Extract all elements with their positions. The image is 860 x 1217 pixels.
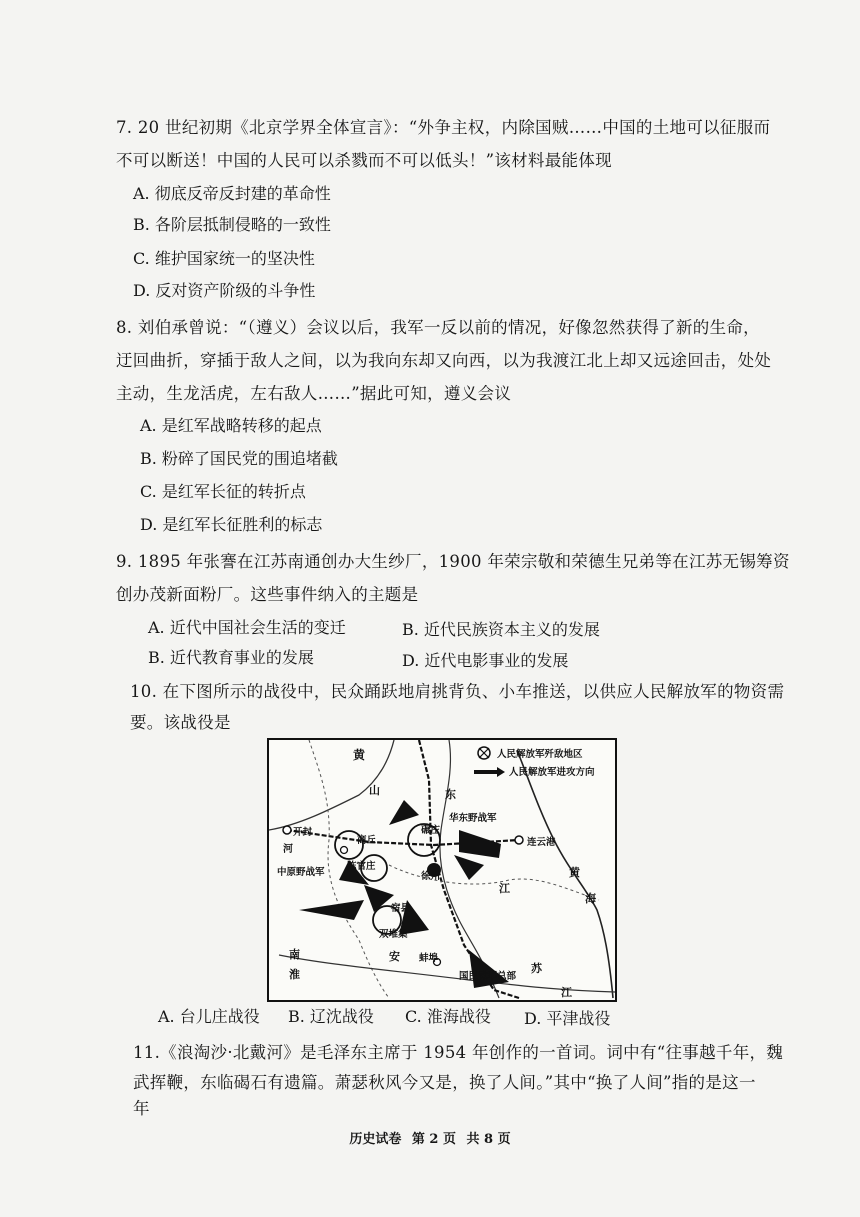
q11-stem-line-1: 11.《浪淘沙·北戴河》是毛泽东主席于 1954 年创作的一首词。词中有“往事越千年，魏 [133,1043,784,1062]
battle-map [267,738,617,1002]
q9-stem-line-1: 9. 1895 年张謇在江苏南通创办大生纱厂，1900 年荣宗敬和荣德生兄弟等在江苏无锡筹资 [116,552,790,571]
q10-option-a[interactable]: A. 台儿庄战役 [158,1007,260,1026]
map-label: 南 [289,948,300,961]
q7-stem-line-2: 不可以断送！中国的人民可以杀戮而不可以低头！”该材料最能体现 [116,151,612,170]
q7-option-b[interactable]: B. 各阶层抵制侵略的一致性 [133,215,331,234]
map-label: 苏 [531,962,542,975]
map-label: 双堆集 [379,929,408,940]
map-label: 淮 [289,968,300,981]
map-label: 商丘 [357,835,377,846]
q7-option-c[interactable]: C. 维护国家统一的坚决性 [133,249,315,268]
q9-option-b[interactable]: B. 近代民族资本主义的发展 [402,620,600,639]
q11-stem-line-2: 武挥鞭，东临碣石有遗篇。萧瑟秋风今又是，换了人间。”其中“换了人间”指的是这一 [133,1073,756,1092]
map-label: 河 [283,844,293,855]
map-label: 华东野战军 [449,813,497,824]
map-label: 徐州 [421,871,441,882]
map-label: 宿县 [391,903,411,914]
map-label: 江 [561,986,572,999]
q10-option-d[interactable]: D. 平津战役 [524,1009,611,1028]
q8-stem-line-2: 迂回曲折，穿插于敌人之间，以为我向东却又向西，以为我渡江北上却又远途回击，处处 [116,351,772,370]
q7-stem-line-1: 7. 20 世纪初期《北京学界全体宣言》：“外争主权，内除国贼……中国的土地可以征服而 [116,118,771,137]
map-label: 安 [389,950,400,963]
map-label: 海 [585,892,596,905]
q10-stem-line-2: 要。该战役是 [130,713,231,732]
q9-option-d[interactable]: D. 近代电影事业的发展 [402,651,569,670]
map-label: 陈官庄 [347,861,376,872]
map-label: 开封 [293,827,313,838]
q9-option-c[interactable]: B. 近代教育事业的发展 [148,648,314,667]
q11-stem-line-3: 年 [133,1099,150,1118]
page-footer [0,1128,860,1147]
q8-stem-line-1: 8. 刘伯承曾说：“（遵义）会议以后，我军一反以前的情况，好像忽然获得了新的生命， [116,318,760,337]
map-label: 连云港 [527,837,556,848]
map-legend-attack: 人民解放军进攻方向 [509,767,595,778]
q7-option-a[interactable]: A. 彻底反帝反封建的革命性 [133,184,331,203]
map-legend-encircle: 人民解放军歼敌地区 [497,749,583,760]
q7-option-d[interactable]: D. 反对资产阶级的斗争性 [133,281,316,300]
q8-stem-line-3: 主动，生龙活虎，左右敌人……”据此可知，遵义会议 [116,384,512,403]
q9-option-a[interactable]: A. 近代中国社会生活的变迁 [148,618,346,637]
q8-option-d[interactable]: D. 是红军长征胜利的标志 [140,515,323,534]
q10-stem-line-1: 10. 在下图所示的战役中，民众踊跃地肩挑背负、小车推送，以供应人民解放军的物资需 [130,682,785,701]
map-label: 江 [499,882,510,895]
map-label: 中原野战军 [277,867,325,878]
q8-option-b[interactable]: B. 粉碎了国民党的围追堵截 [140,449,338,468]
q8-option-c[interactable]: C. 是红军长征的转折点 [140,482,306,501]
map-label: 碾庄 [421,825,441,836]
q8-option-a[interactable]: A. 是红军战略转移的起点 [140,416,322,435]
footer-total-pages: 共 8 页 [466,1132,511,1147]
map-label: 山 [369,784,380,797]
q10-option-c[interactable]: C. 淮海战役 [405,1007,491,1026]
footer-page-number: 第 2 页 [411,1132,456,1147]
footer-subject: 历史试卷 [349,1132,402,1147]
map-label: 黄 [353,748,366,762]
map-label: 国民党军总部 [459,971,517,982]
map-label: 黄 [569,866,580,879]
map-label: 蚌埠 [419,953,439,964]
q9-stem-line-2: 创办茂新面粉厂。这些事件纳入的主题是 [116,585,419,604]
map-label: 东 [445,788,456,801]
q10-option-b[interactable]: B. 辽沈战役 [288,1007,374,1026]
